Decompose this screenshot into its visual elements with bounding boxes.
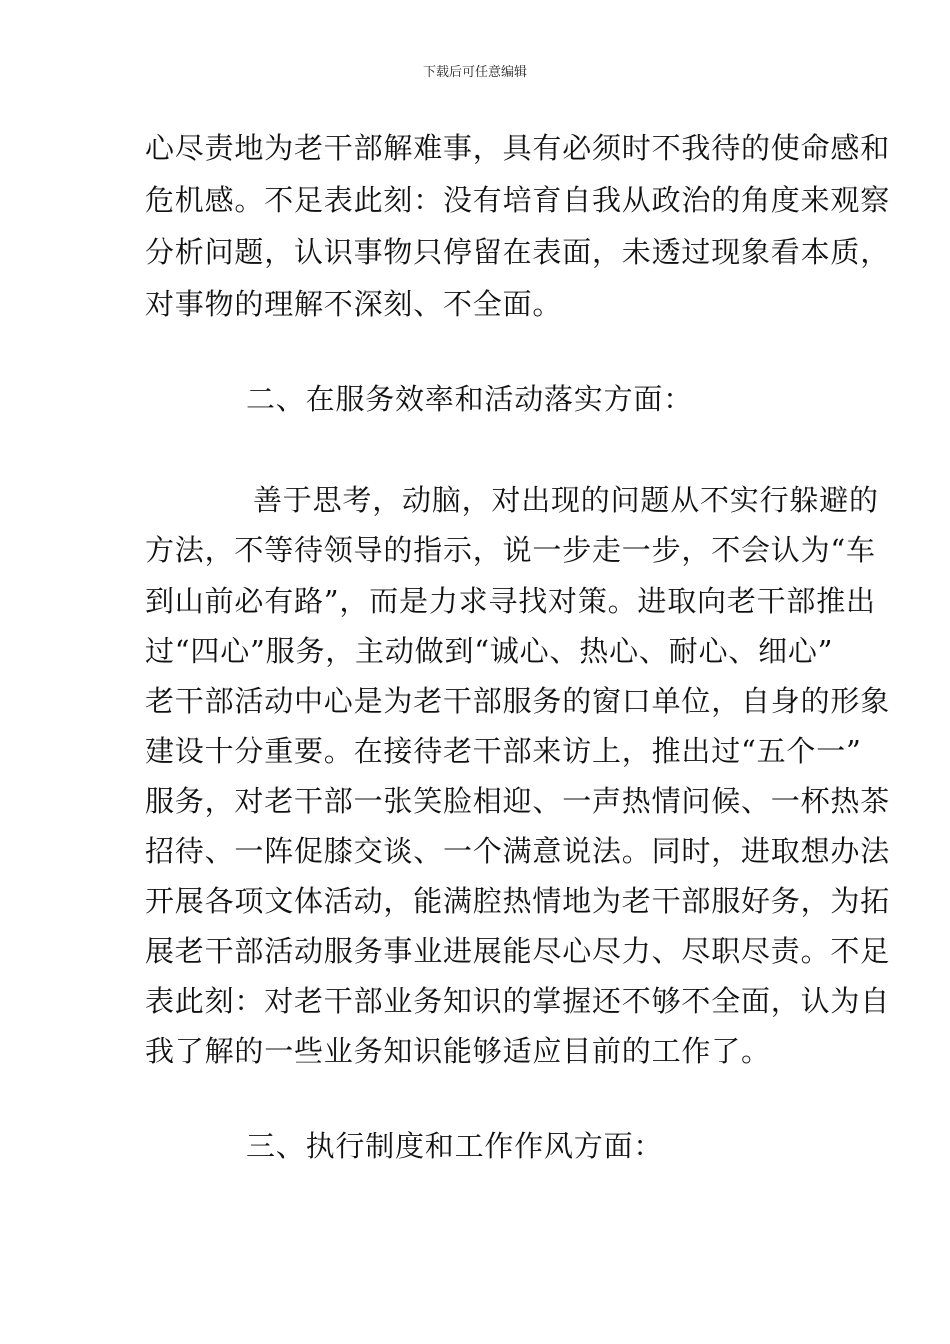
section-heading: 三、执行制度和工作作风方面： <box>246 1129 664 1163</box>
paragraph-line: 方法，不等待领导的指示，说一步走一步，不会认为“车 <box>145 533 876 567</box>
paragraph-line: 到山前必有路”，而是力求寻找对策。进取向老干部推出 <box>145 584 876 618</box>
paragraph-line: 老干部活动中心是为老干部服务的窗口单位，自身的形象 <box>145 684 891 718</box>
page-header: 下载后可任意编辑 <box>422 65 527 80</box>
paragraph-line: 我了解的一些业务知识能够适应目前的工作了。 <box>145 1034 771 1068</box>
paragraph-line: 招待、一阵促膝交谈、一个满意说法。同时，进取想办法 <box>145 834 891 868</box>
paragraph-line: 危机感。不足表此刻：没有培育自我从政治的角度来观察 <box>145 183 891 217</box>
paragraph-line: 表此刻：对老干部业务知识的掌握还不够不全面，认为自 <box>145 984 891 1018</box>
paragraph-line: 过“四心”服务，主动做到“诚心、热心、耐心、细心” <box>145 634 834 668</box>
paragraph-line: 建设十分重要。在接待老干部来访上，推出过“五个一” <box>145 734 862 768</box>
paragraph-line: 展老干部活动服务事业进展能尽心尽力、尽职尽责。不足 <box>145 934 891 968</box>
section-heading: 二、在服务效率和活动落实方面： <box>246 382 694 416</box>
paragraph-line: 分析问题，认识事物只停留在表面，未透过现象看本质， <box>145 235 891 269</box>
paragraph-line: 心尽责地为老干部解难事，具有必须时不我待的使命感和 <box>145 131 891 165</box>
paragraph-line: 善于思考，动脑，对出现的问题从不实行躲避的 <box>253 483 879 517</box>
paragraph-line: 对事物的理解不深刻、不全面。 <box>145 287 563 321</box>
paragraph-line: 开展各项文体活动，能满腔热情地为老干部服好务，为拓 <box>145 884 891 918</box>
paragraph-line: 服务，对老干部一张笑脸相迎、一声热情问候、一杯热茶 <box>145 784 891 818</box>
